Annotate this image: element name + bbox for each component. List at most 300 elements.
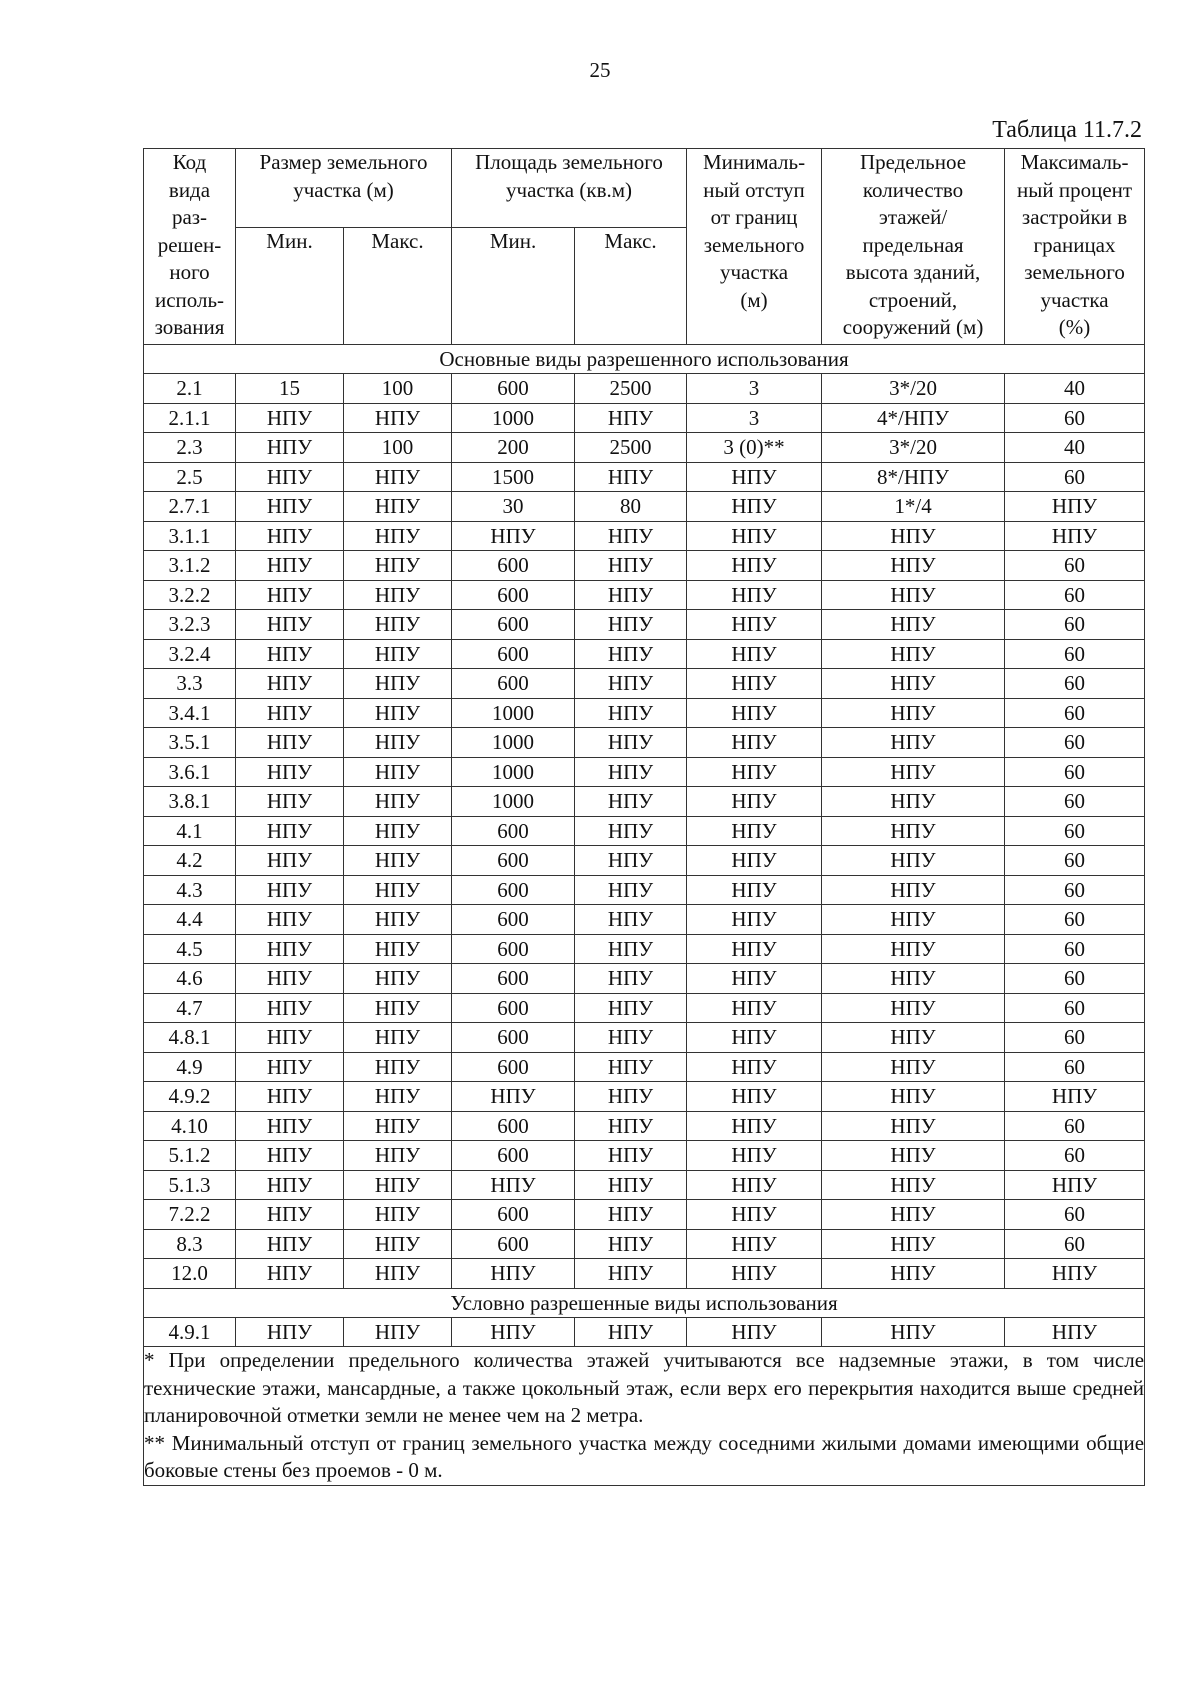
table-cell: 4.7 (144, 993, 236, 1023)
table-cell: НПУ (687, 610, 822, 640)
table-cell: НПУ (822, 521, 1005, 551)
table-cell: 600 (452, 580, 575, 610)
table-cell: НПУ (236, 698, 344, 728)
table-cell: НПУ (344, 580, 452, 610)
table-cell: НПУ (575, 1317, 687, 1347)
table-cell: НПУ (344, 521, 452, 551)
table-row (144, 1111, 1145, 1141)
table-cell: НПУ (687, 1141, 822, 1171)
table-cell: 3.6.1 (144, 757, 236, 787)
table-cell: НПУ (344, 993, 452, 1023)
table-cell: 200 (452, 433, 575, 463)
table-cell: НПУ (236, 934, 344, 964)
table-cell: 60 (1005, 964, 1145, 994)
table-cell: НПУ (575, 669, 687, 699)
table-cell: 600 (452, 1200, 575, 1230)
table-cell: НПУ (687, 993, 822, 1023)
table-cell: НПУ (687, 1317, 822, 1347)
table-cell: НПУ (575, 462, 687, 492)
table-cell: НПУ (575, 787, 687, 817)
table-cell: НПУ (344, 1052, 452, 1082)
table-cell: НПУ (236, 993, 344, 1023)
table-cell: НПУ (236, 1082, 344, 1112)
table-cell: НПУ (822, 846, 1005, 876)
table-row (144, 1052, 1145, 1082)
table-cell: НПУ (344, 1200, 452, 1230)
page-number: 25 (589, 58, 611, 82)
table-cell: 60 (1005, 551, 1145, 581)
table-cell: НПУ (236, 905, 344, 935)
header-code: Код вида раз- решен- ного исполь- зования (144, 149, 236, 345)
table-cell: 3.5.1 (144, 728, 236, 758)
table-cell: НПУ (575, 698, 687, 728)
table-cell: 60 (1005, 728, 1145, 758)
table-cell: НПУ (822, 1082, 1005, 1112)
table-cell: НПУ (822, 993, 1005, 1023)
header-area: Площадь земельного участка (кв.м) (452, 149, 687, 228)
table-cell: НПУ (344, 1259, 452, 1289)
table-cell: 8*/НПУ (822, 462, 1005, 492)
table-cell: НПУ (236, 787, 344, 817)
table-cell: НПУ (822, 1259, 1005, 1289)
table-body-conditional (144, 1288, 1145, 1347)
table-cell: НПУ (1005, 1317, 1145, 1347)
table-row (144, 1317, 1145, 1347)
table-cell: НПУ (822, 1141, 1005, 1171)
table-cell: 4.6 (144, 964, 236, 994)
table-cell: НПУ (575, 1229, 687, 1259)
table-cell: НПУ (575, 1141, 687, 1171)
table-cell: НПУ (822, 1317, 1005, 1347)
table-cell: 40 (1005, 374, 1145, 404)
table-row (144, 1170, 1145, 1200)
table-row (144, 1229, 1145, 1259)
table-cell: 600 (452, 610, 575, 640)
table-cell: 4.5 (144, 934, 236, 964)
table-cell: 60 (1005, 1023, 1145, 1053)
table-row (144, 757, 1145, 787)
table-cell: 8.3 (144, 1229, 236, 1259)
table-row (144, 993, 1145, 1023)
table-cell: 3.1.1 (144, 521, 236, 551)
table-cell: НПУ (344, 757, 452, 787)
table-cell: 7.2.2 (144, 1200, 236, 1230)
table-row (144, 580, 1145, 610)
table-cell: 600 (452, 1141, 575, 1171)
table-cell: НПУ (687, 1111, 822, 1141)
table-cell: НПУ (344, 403, 452, 433)
table-cell: НПУ (236, 521, 344, 551)
table-cell: НПУ (687, 639, 822, 669)
table-cell: НПУ (575, 580, 687, 610)
table-cell: 60 (1005, 934, 1145, 964)
table-cell: 1000 (452, 403, 575, 433)
table-cell: 1*/4 (822, 492, 1005, 522)
table-cell: НПУ (452, 1170, 575, 1200)
table-cell: НПУ (575, 993, 687, 1023)
table-row (144, 521, 1145, 551)
table-cell: НПУ (236, 639, 344, 669)
table-row (144, 551, 1145, 581)
table-row (144, 669, 1145, 699)
table-cell: 12.0 (144, 1259, 236, 1289)
table-cell: 60 (1005, 639, 1145, 669)
table-row (144, 934, 1145, 964)
table-cell: НПУ (822, 934, 1005, 964)
table-cell: НПУ (687, 698, 822, 728)
table-cell: 4.8.1 (144, 1023, 236, 1053)
table-row (144, 905, 1145, 935)
header-coverage: Максималь- ный процент застройки в границах земельного участка (%) (1005, 149, 1145, 345)
table-cell: НПУ (822, 580, 1005, 610)
table-cell: НПУ (236, 492, 344, 522)
table-cell: НПУ (822, 698, 1005, 728)
table-cell: 60 (1005, 993, 1145, 1023)
header-setback: Минималь- ный отступ от границ земельного участка (м) (687, 149, 822, 345)
table-cell: НПУ (822, 816, 1005, 846)
table-cell: НПУ (687, 787, 822, 817)
table-cell: НПУ (687, 728, 822, 758)
table-cell: НПУ (822, 669, 1005, 699)
table-cell: НПУ (687, 580, 822, 610)
table-cell: НПУ (822, 639, 1005, 669)
table-cell: 1500 (452, 462, 575, 492)
table-cell: НПУ (344, 551, 452, 581)
table-cell: НПУ (236, 964, 344, 994)
table-cell: 4.4 (144, 905, 236, 935)
table-cell: НПУ (822, 1170, 1005, 1200)
table-cell: 1000 (452, 787, 575, 817)
table-cell: НПУ (344, 1141, 452, 1171)
table-cell: 3.2.3 (144, 610, 236, 640)
table-cell: 600 (452, 816, 575, 846)
table-cell: 60 (1005, 698, 1145, 728)
table-cell: 3.8.1 (144, 787, 236, 817)
table-cell: 3.4.1 (144, 698, 236, 728)
table-cell: НПУ (822, 787, 1005, 817)
table-cell: 60 (1005, 1200, 1145, 1230)
section-conditional-heading: Условно разрешенные виды использования (144, 1288, 1145, 1317)
table-cell: 60 (1005, 1111, 1145, 1141)
table-cell: НПУ (575, 816, 687, 846)
table-cell: НПУ (236, 610, 344, 640)
table-cell: 60 (1005, 1052, 1145, 1082)
table-cell: НПУ (575, 521, 687, 551)
table-cell: 600 (452, 846, 575, 876)
table-cell: НПУ (236, 1111, 344, 1141)
header-area-max: Макс. (575, 228, 687, 345)
table-cell: НПУ (822, 551, 1005, 581)
table-cell: НПУ (575, 757, 687, 787)
table-cell: НПУ (236, 580, 344, 610)
table-cell: НПУ (344, 1023, 452, 1053)
table-cell: НПУ (687, 846, 822, 876)
table-cell: 3.2.4 (144, 639, 236, 669)
table-cell: НПУ (236, 1200, 344, 1230)
table-cell: 600 (452, 875, 575, 905)
table-row (144, 875, 1145, 905)
table-cell: НПУ (344, 905, 452, 935)
header-size: Размер земельного участка (м) (236, 149, 452, 228)
table-cell: НПУ (822, 1023, 1005, 1053)
table-row (144, 1141, 1145, 1171)
table-cell: 2.1 (144, 374, 236, 404)
table-cell: 4.2 (144, 846, 236, 876)
table-cell: НПУ (575, 403, 687, 433)
table-cell: НПУ (236, 1141, 344, 1171)
table-cell: НПУ (236, 403, 344, 433)
table-cell: НПУ (452, 521, 575, 551)
table-cell: 60 (1005, 757, 1145, 787)
table-cell: НПУ (575, 728, 687, 758)
table-row (144, 639, 1145, 669)
table-cell: 2.5 (144, 462, 236, 492)
table-cell: 2500 (575, 374, 687, 404)
table-cell: 600 (452, 1023, 575, 1053)
table-cell: 60 (1005, 1141, 1145, 1171)
table-cell: НПУ (575, 1170, 687, 1200)
table-caption: Таблица 11.7.2 (992, 117, 1142, 143)
table-cell: 1000 (452, 728, 575, 758)
table-cell: НПУ (822, 1200, 1005, 1230)
table-cell: 3.1.2 (144, 551, 236, 581)
table-cell: НПУ (236, 1170, 344, 1200)
table-cell: 80 (575, 492, 687, 522)
table-cell: 3.2.2 (144, 580, 236, 610)
table-cell: 3 (0)** (687, 433, 822, 463)
table-cell: 60 (1005, 1229, 1145, 1259)
table-cell: НПУ (344, 934, 452, 964)
table-cell: 600 (452, 639, 575, 669)
table-cell: НПУ (687, 875, 822, 905)
table-cell: НПУ (236, 757, 344, 787)
table-row (144, 964, 1145, 994)
table-cell: 4.9.2 (144, 1082, 236, 1112)
header-size-min: Мин. (236, 228, 344, 345)
table-cell: НПУ (687, 1259, 822, 1289)
table-cell: 4.10 (144, 1111, 236, 1141)
table-cell: НПУ (236, 669, 344, 699)
table-cell: НПУ (452, 1082, 575, 1112)
table-cell: НПУ (687, 964, 822, 994)
table-cell: НПУ (344, 816, 452, 846)
table-cell: НПУ (236, 728, 344, 758)
table-cell: НПУ (822, 728, 1005, 758)
table-row (144, 1259, 1145, 1289)
table-cell: НПУ (344, 1170, 452, 1200)
note-floors: * При определении предельного количества этажей учитываются все надземные этажи, в том числе технические этажи, мансардные, а также цокольный этаж, если верх его перекрытия находится выше средней планировочной отметки земли не менее чем на 2 метра. (144, 1348, 1145, 1427)
table-cell: 1000 (452, 698, 575, 728)
table-cell: НПУ (344, 669, 452, 699)
table-cell: НПУ (687, 551, 822, 581)
table-row (144, 787, 1145, 817)
table-row (144, 403, 1145, 433)
table-cell: НПУ (575, 1052, 687, 1082)
table-cell: НПУ (452, 1317, 575, 1347)
table-cell: НПУ (575, 610, 687, 640)
table-cell: 600 (452, 905, 575, 935)
table-cell: НПУ (344, 964, 452, 994)
table-cell: НПУ (687, 934, 822, 964)
header-area-min: Мин. (452, 228, 575, 345)
table-cell: НПУ (687, 1229, 822, 1259)
table-row (144, 374, 1145, 404)
table-cell: НПУ (236, 846, 344, 876)
table-cell: НПУ (822, 1052, 1005, 1082)
table-row (144, 1200, 1145, 1230)
table-row (144, 492, 1145, 522)
table-cell: НПУ (1005, 492, 1145, 522)
table-cell: НПУ (687, 1023, 822, 1053)
table-cell: НПУ (687, 1082, 822, 1112)
table-cell: 600 (452, 374, 575, 404)
table-cell: 60 (1005, 846, 1145, 876)
table-cell: НПУ (236, 551, 344, 581)
table-cell: 3 (687, 374, 822, 404)
table-cell: НПУ (575, 1023, 687, 1053)
table-cell: 3.3 (144, 669, 236, 699)
table-row (144, 610, 1145, 640)
table-body (144, 345, 1145, 1289)
table-cell: 1000 (452, 757, 575, 787)
table-cell: НПУ (687, 669, 822, 699)
table-cell: 4.9 (144, 1052, 236, 1082)
note-setback: ** Минимальный отступ от границ земельного участка между соседними жилыми домами имеющими общие боковые стены без проемов - 0 м. (144, 1430, 1145, 1482)
table-cell: 100 (344, 433, 452, 463)
table-cell: НПУ (575, 1082, 687, 1112)
table-cell: НПУ (344, 1229, 452, 1259)
table-cell: НПУ (1005, 1170, 1145, 1200)
table-cell: 3*/20 (822, 374, 1005, 404)
table-cell: НПУ (1005, 1082, 1145, 1112)
table-cell: НПУ (236, 875, 344, 905)
table-cell: НПУ (344, 639, 452, 669)
table-cell: НПУ (575, 905, 687, 935)
table-cell: НПУ (822, 1111, 1005, 1141)
table-cell: НПУ (344, 846, 452, 876)
table-cell: НПУ (575, 1259, 687, 1289)
table-cell: НПУ (344, 875, 452, 905)
table-cell: 4*/НПУ (822, 403, 1005, 433)
table-cell: 600 (452, 669, 575, 699)
table-cell: 2.3 (144, 433, 236, 463)
table-cell: НПУ (687, 462, 822, 492)
table-cell: НПУ (344, 462, 452, 492)
table-cell: НПУ (822, 757, 1005, 787)
table-cell: НПУ (575, 1200, 687, 1230)
table-cell: 5.1.2 (144, 1141, 236, 1171)
table-cell: 600 (452, 551, 575, 581)
table-row (144, 846, 1145, 876)
table-cell: НПУ (687, 905, 822, 935)
section-main-heading: Основные виды разрешенного использования (144, 345, 1145, 374)
table-cell: 2.1.1 (144, 403, 236, 433)
table-cell: 600 (452, 1052, 575, 1082)
table-cell: НПУ (822, 610, 1005, 640)
table-cell: НПУ (236, 1052, 344, 1082)
table-cell: 60 (1005, 462, 1145, 492)
table-cell: НПУ (236, 1259, 344, 1289)
table-cell: 15 (236, 374, 344, 404)
table-cell: 40 (1005, 433, 1145, 463)
table-cell: 5.1.3 (144, 1170, 236, 1200)
table-row (144, 1082, 1145, 1112)
table-cell: НПУ (1005, 521, 1145, 551)
table-cell: 100 (344, 374, 452, 404)
table-cell: НПУ (344, 698, 452, 728)
table-cell: 2.7.1 (144, 492, 236, 522)
table-cell: 60 (1005, 787, 1145, 817)
table-row (144, 816, 1145, 846)
table-row (144, 728, 1145, 758)
table-cell: НПУ (1005, 1259, 1145, 1289)
table-cell: 4.3 (144, 875, 236, 905)
table-row (144, 698, 1145, 728)
table-cell: 60 (1005, 403, 1145, 433)
table-cell: НПУ (236, 816, 344, 846)
table-cell: 2500 (575, 433, 687, 463)
table-cell: 4.1 (144, 816, 236, 846)
table-cell: 60 (1005, 610, 1145, 640)
table-cell: НПУ (344, 787, 452, 817)
table-cell: 60 (1005, 816, 1145, 846)
table-cell: НПУ (687, 492, 822, 522)
header-floors: Предельное количество этажей/ предельная высота зданий, строений, сооружений (м) (822, 149, 1005, 345)
table-cell: НПУ (575, 639, 687, 669)
table-cell: 60 (1005, 875, 1145, 905)
table-cell: 3 (687, 403, 822, 433)
table-cell: 600 (452, 993, 575, 1023)
table-cell: НПУ (236, 1317, 344, 1347)
table-cell: НПУ (575, 875, 687, 905)
table-cell: НПУ (575, 1111, 687, 1141)
table-cell: НПУ (452, 1259, 575, 1289)
table-cell: НПУ (822, 905, 1005, 935)
land-use-table (143, 148, 1145, 1486)
table-cell: НПУ (236, 462, 344, 492)
table-cell: НПУ (236, 1229, 344, 1259)
table-cell: НПУ (687, 521, 822, 551)
table-cell: 600 (452, 1111, 575, 1141)
table-cell: НПУ (344, 610, 452, 640)
table-cell: НПУ (687, 816, 822, 846)
header-size-max: Макс. (344, 228, 452, 345)
table-cell: 600 (452, 964, 575, 994)
table-cell: НПУ (575, 551, 687, 581)
table-cell: 60 (1005, 905, 1145, 935)
table-cell: 600 (452, 1229, 575, 1259)
table-cell: 4.9.1 (144, 1317, 236, 1347)
table-cell: НПУ (822, 1229, 1005, 1259)
table-cell: НПУ (575, 846, 687, 876)
table-cell: НПУ (822, 964, 1005, 994)
table-cell: 60 (1005, 669, 1145, 699)
table-row (144, 462, 1145, 492)
table-cell: НПУ (687, 757, 822, 787)
table-notes (144, 1347, 1145, 1486)
table-row (144, 433, 1145, 463)
table-cell: 3*/20 (822, 433, 1005, 463)
table-cell: 600 (452, 934, 575, 964)
table-cell: НПУ (822, 875, 1005, 905)
table-cell: 60 (1005, 580, 1145, 610)
table-cell: НПУ (344, 1317, 452, 1347)
table-cell: НПУ (575, 964, 687, 994)
table-cell: НПУ (575, 934, 687, 964)
table-cell: НПУ (236, 433, 344, 463)
table-cell: НПУ (344, 1082, 452, 1112)
table-cell: НПУ (344, 1111, 452, 1141)
